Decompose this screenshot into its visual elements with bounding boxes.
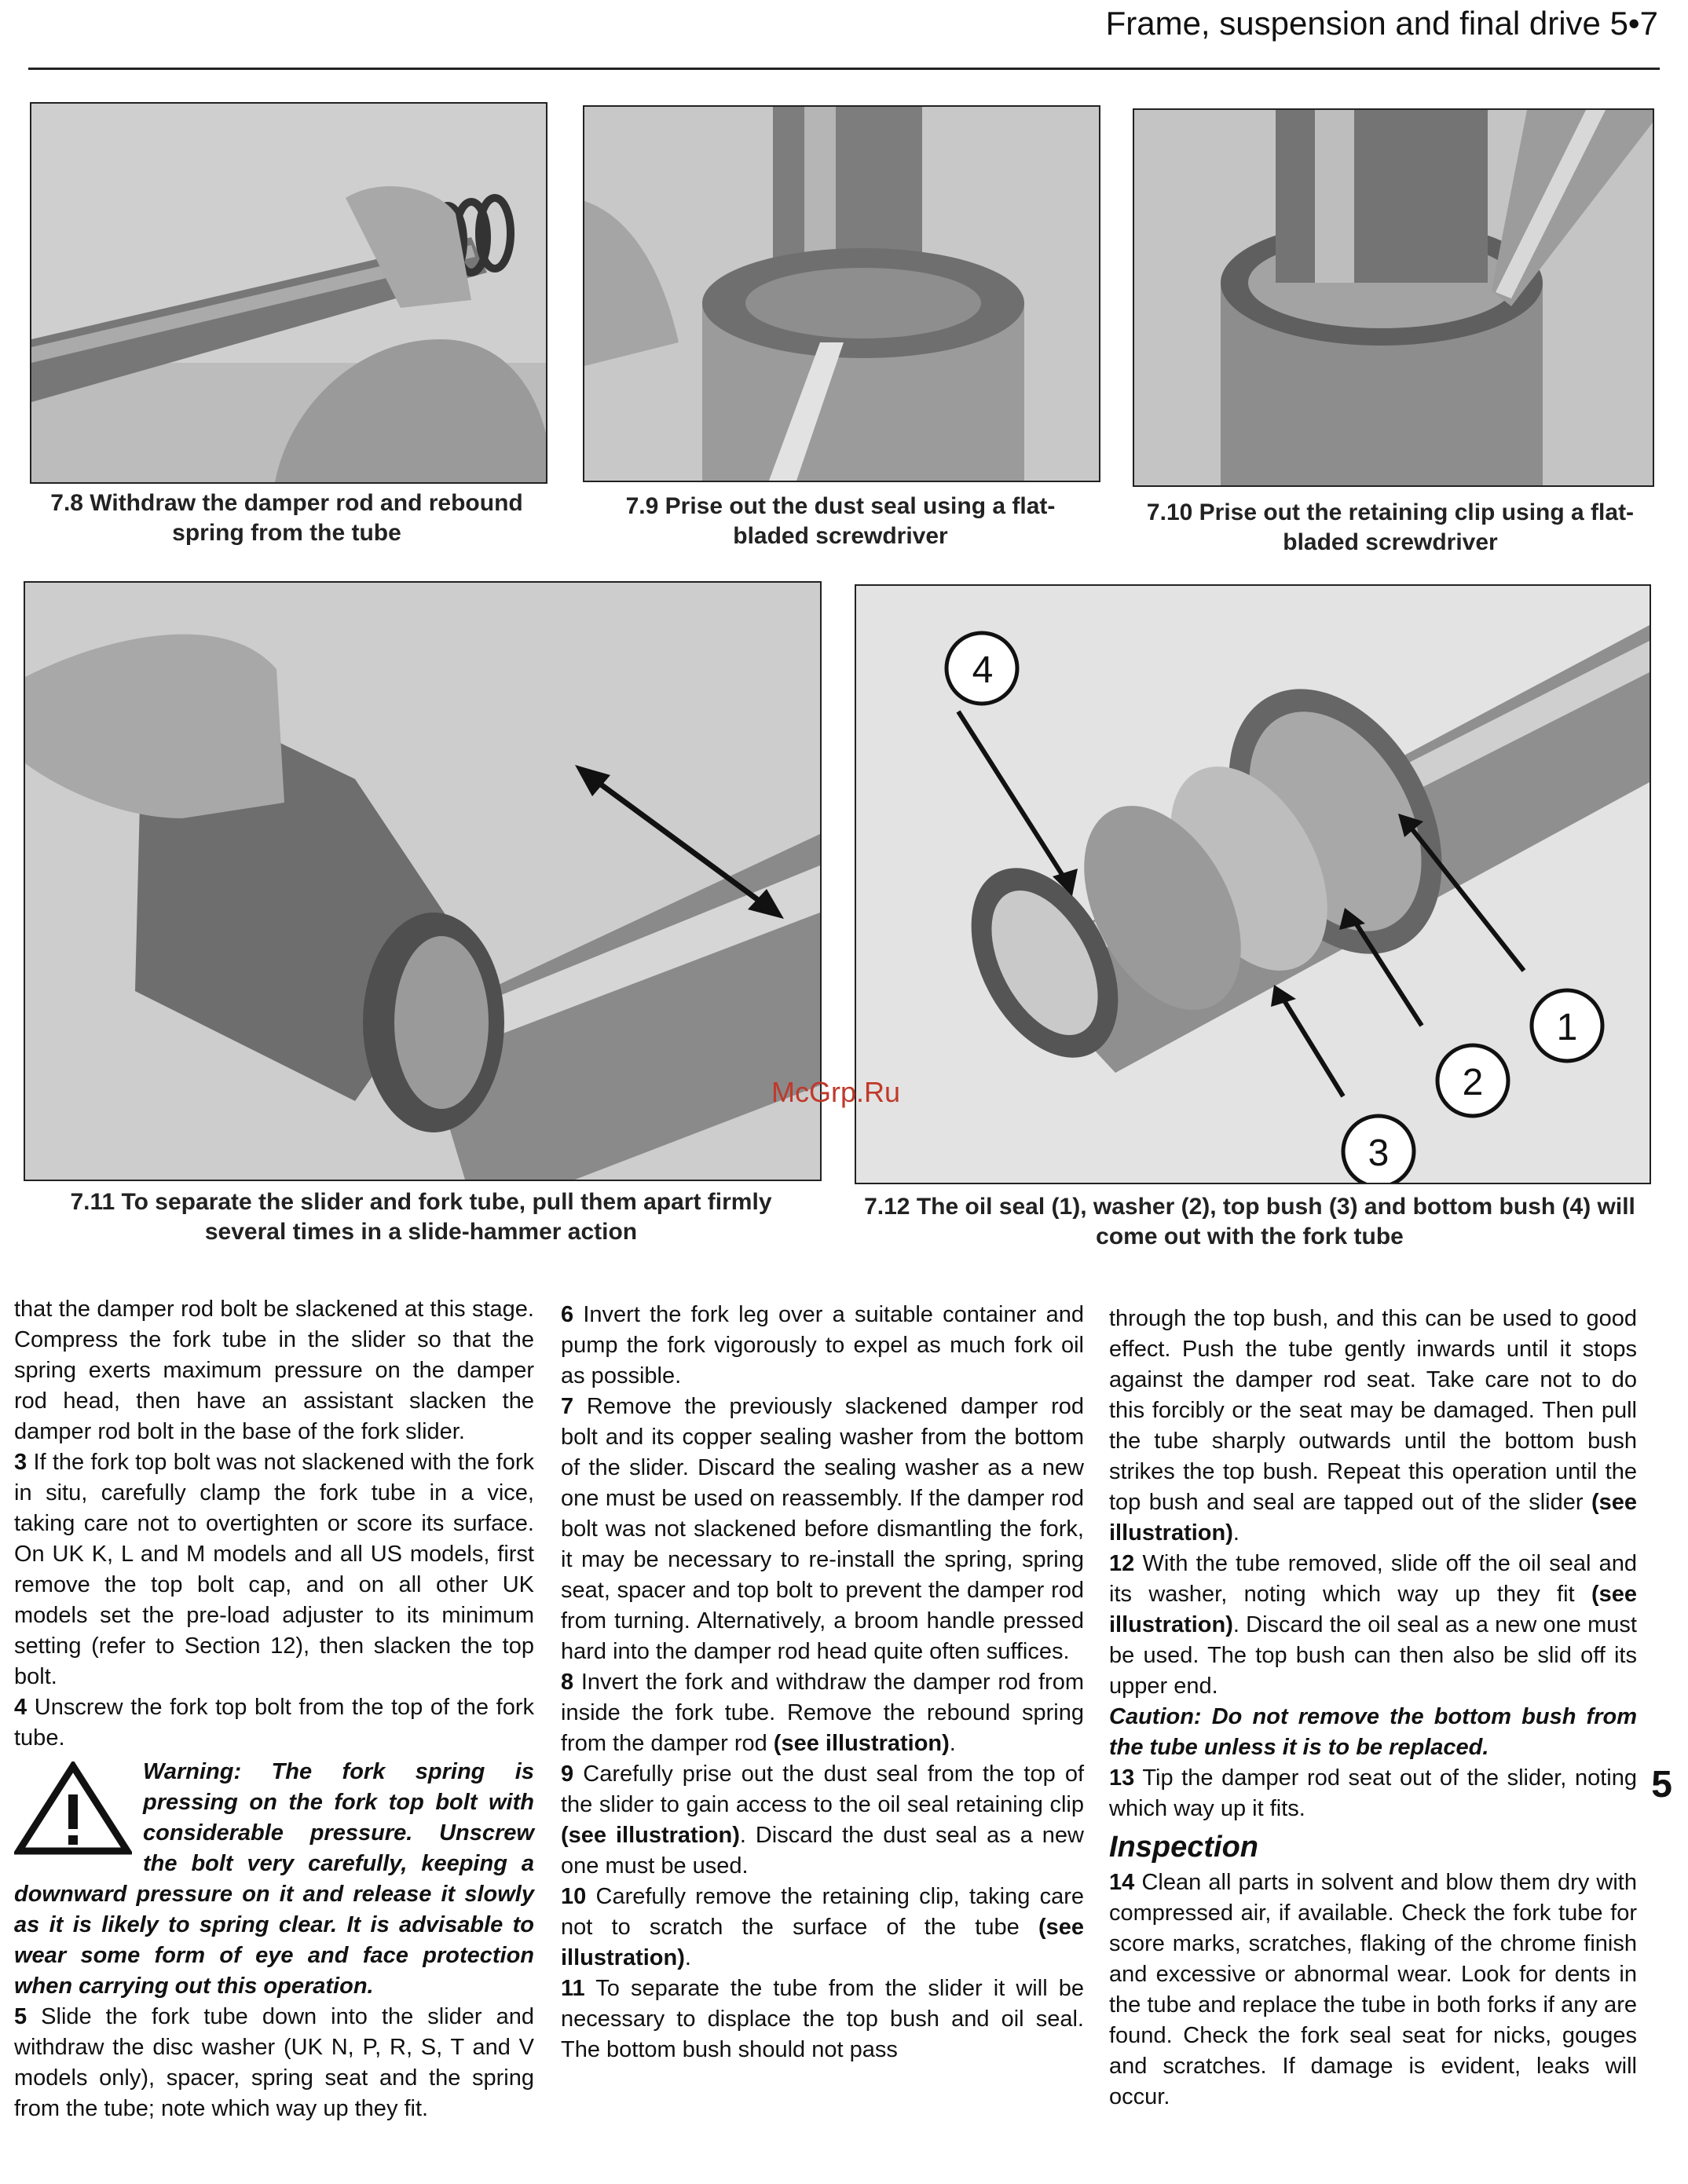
figure-7-10-photo	[1133, 108, 1654, 487]
paragraph-8: 8 Invert the fork and withdraw the damper rod from inside the fork tube. Remove the rebound spring from the damper rod (see illustration).	[561, 1670, 1084, 1756]
figure-7-8-photo	[30, 102, 547, 484]
page-number: 5•7	[1609, 5, 1658, 42]
paragraph-7	[561, 1392, 1084, 1667]
step-text: through the top bush, and this can be used to good effect. Push the tube gently inwards until it stops against the damper rod seat. Take care not to do this forcibly or the seat may be damaged. Then pull the tube sharply outwards until the bottom bush strikes the top bush. Repeat this operation until the top bush and seal are tapped out of the slider	[1109, 1306, 1637, 1515]
figure-7-8-caption: 7.8 Withdraw the damper rod and rebound spring from the tube	[50, 490, 523, 546]
see-illustration-link[interactable]: (see illustration)	[1109, 1582, 1638, 1637]
warning-triangle-icon	[14, 1761, 132, 1856]
callout-1: 1	[1556, 1007, 1578, 1048]
step-text: Clean all parts in solvent and blow them dry with compressed air, if available. Check the fork tube for score marks, scratches, flaking of the chrome finish and excessive or abnormal wear. Look for dents in the tube and replace the tube in both forks if any are found. Check the fork seal seat for nicks, gouges and scratches. If damage is evident, leaks will occur.	[1109, 1870, 1637, 2109]
step-text: Slide the fork tube down into the slider and withdraw the disc washer (UK N, P, R, S, T and V models only), spacer, spring seat and the spring from the tube; note which way up they fit.	[14, 2004, 534, 2121]
warning-text: Warning: The fork spring is pressing on the fork top bolt with considerable pressure. Unscrew the bolt very carefully, keeping a downward pressure on it and release it slowly as it is likely to spring clear. It is advisable to wear some form of eye and face protection when carrying out this operation.	[14, 1759, 534, 1999]
step-number: 4	[14, 1695, 27, 1720]
step-text: If the fork top bolt was not slackened with the fork in situ, carefully clamp the fork tube in a vice, taking care not to overtighten or score its surface. On UK K, L and M models and all US models, first remove the top bolt cap, and on all other UK models set the pre-load adjuster to its minimum setting (refer to Section 12), then slacken the top bolt.	[14, 1450, 534, 1689]
retaining-clip-photo	[1134, 110, 1653, 485]
step-text: Remove the previously slackened damper rod bolt and its copper sealing washer from the bottom of the slider. Discard the sealing washer as a new one must be used on reassembly. If the damper rod bolt was not slackened before dismantling the fork, it may be necessary to re-install the spring, spring seat, spacer and top bolt to prevent the damper rod from turning. Alternatively, a broom handle pressed hard into the damper rod head quite often suffices.	[561, 1394, 1085, 1664]
paragraph-3	[14, 1447, 534, 1692]
step-text: . Discard the dust seal as a new one must be used.	[561, 1823, 1084, 1879]
figure-7-12-photo	[855, 584, 1651, 1184]
step-number: 6	[561, 1302, 574, 1327]
step-text: Carefully remove the retaining clip, taking care not to scratch the surface of the tube	[561, 1884, 1084, 1940]
figure-7-11-caption: 7.11 To separate the slider and fork tube, pull them apart firmly several times in a slide-hammer action	[70, 1189, 772, 1245]
paragraph-5	[14, 2002, 534, 2124]
step-text: Carefully prise out the dust seal from the top of the slider to gain access to the oil seal retaining clip	[561, 1761, 1084, 1817]
figure-7-9-photo	[583, 105, 1100, 482]
figure-7-11-photo	[24, 581, 822, 1181]
callout-2: 2	[1462, 1062, 1484, 1103]
step-text: With the tube removed, slide off the oil seal and its washer, noting which way up they fit	[1109, 1551, 1637, 1607]
see-illustration-link[interactable]: (see illustration)	[561, 1915, 1084, 1970]
callout-3: 3	[1368, 1132, 1390, 1174]
step-number: 12	[1109, 1551, 1135, 1576]
see-illustration-link[interactable]: (see illustration)	[561, 1823, 740, 1848]
paragraph-6	[561, 1300, 1084, 1392]
warning-box	[14, 1757, 534, 2002]
see-illustration-link[interactable]: (see illustration)	[773, 1731, 950, 1756]
step-number: 8	[561, 1670, 574, 1695]
paragraph-4	[14, 1692, 534, 1754]
dust-seal-photo	[584, 107, 1099, 481]
callout-4: 4	[972, 649, 994, 691]
caution-text: Caution: Do not remove the bottom bush from the tube unless it is to be replaced.	[1109, 1704, 1637, 1760]
paragraph-14	[1109, 1868, 1637, 2113]
step-number: 3	[14, 1450, 27, 1475]
step-text: Invert the fork and withdraw the damper rod from inside the fork tube. Remove the rebound spring from the damper rod	[561, 1670, 1084, 1756]
chapter-tab: 5	[1651, 1764, 1672, 1805]
step-text: Unscrew the fork top bolt from the top of the fork tube.	[14, 1695, 534, 1750]
header-title: Frame, suspension and final drive	[1105, 5, 1601, 42]
paragraph-13	[1109, 1763, 1637, 1824]
paragraph-11-cont: through the top bush, and this can be used to good effect. Push the tube gently inwards until it stops against the damper rod seat. Take care not to do this forcibly or the seat may be damaged. Then pull the tube sharply outwards until the bottom bush strikes the top bush. Repeat this operation until the top bush and seal are tapped out of the slider (see illustration).	[1109, 1306, 1637, 1546]
figure-7-9-caption: 7.9 Prise out the dust seal using a flat-bladed screwdriver	[625, 493, 1056, 549]
step-number: 5	[14, 2004, 27, 2029]
damper-rod-photo	[31, 104, 546, 482]
step-number: 7	[561, 1394, 574, 1419]
step-number: 9	[561, 1761, 574, 1787]
text-column-2	[561, 1300, 1084, 2065]
text-column-1	[14, 1294, 534, 2124]
step-number: 10	[561, 1884, 587, 1909]
step-text: Tip the damper rod seat out of the slider, noting which way up it fits.	[1109, 1765, 1637, 1821]
paragraph-9	[561, 1759, 1084, 1882]
section-heading-inspection: Inspection	[1109, 1831, 1259, 1864]
text-column-3	[1109, 1304, 1637, 2113]
paragraph-11	[561, 1974, 1084, 2065]
watermark: McGrp.Ru	[771, 1076, 901, 1108]
step-text: . Discard the oil seal as a new one must be used. The top bush can then also be slid off its upper end.	[1109, 1612, 1637, 1699]
step-number: 14	[1109, 1870, 1135, 1895]
header-rule	[28, 68, 1660, 70]
step-text: Invert the fork leg over a suitable container and pump the fork vigorously to expel as much fork oil as possible.	[561, 1302, 1084, 1388]
paragraph-2-cont: that the damper rod bolt be slackened at this stage. Compress the fork tube in the slider so that the spring exerts maximum pressure on the damper rod head, then have an assistant slacken the damper rod bolt in the base of the fork slider.	[14, 1297, 534, 1444]
figure-7-12-caption: 7.12 The oil seal (1), washer (2), top bush (3) and bottom bush (4) will come out with the fork tube	[864, 1194, 1635, 1249]
figure-7-10-caption: 7.10 Prise out the retaining clip using a flat-bladed screwdriver	[1146, 499, 1635, 555]
see-illustration-link[interactable]: (see illustration)	[1109, 1490, 1637, 1546]
page-header	[1106, 5, 1658, 42]
paragraph-10: 10 Carefully remove the retaining clip, taking care not to scratch the surface of the tube (see illustration).	[561, 1884, 1084, 1970]
paragraph-12	[1109, 1549, 1637, 1702]
step-number: 13	[1109, 1765, 1135, 1791]
step-number: 11	[561, 1976, 585, 2001]
step-text: To separate the tube from the slider it will be necessary to displace the top bush and oil seal. The bottom bush should not pass	[561, 1976, 1084, 2062]
slide-hammer-photo	[25, 583, 820, 1180]
